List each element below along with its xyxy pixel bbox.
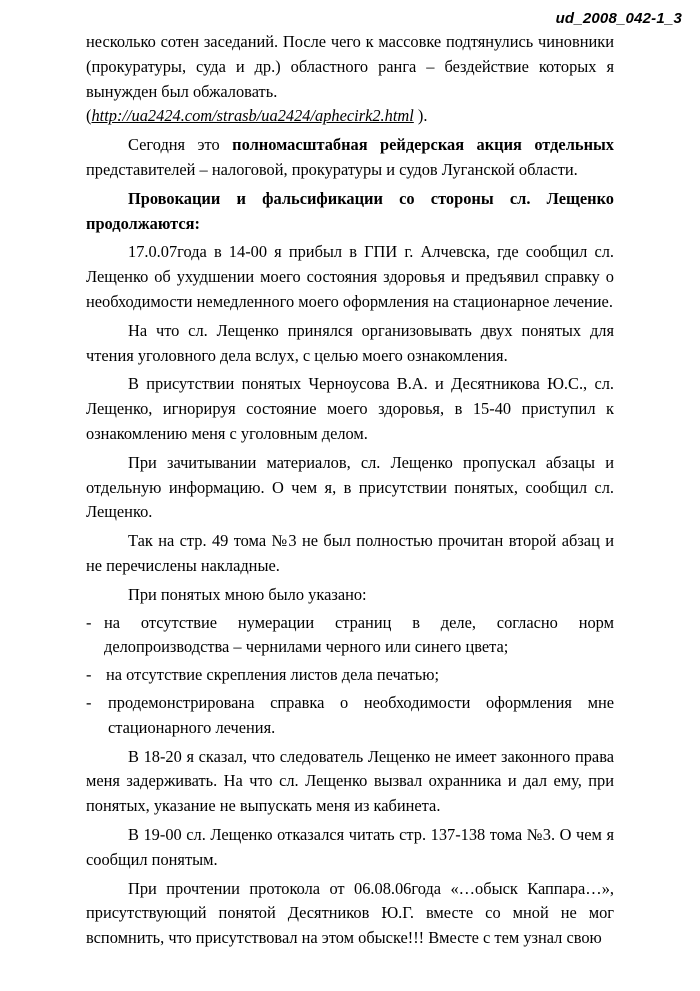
paragraph-2-start: Сегодня это [128,135,233,155]
source-link-line [86,104,614,129]
list-item [86,691,614,741]
link-close-paren: ). [413,106,428,126]
list-dash: - [86,612,92,632]
list-item-text: на отсутствие скрепления листов дела печатью; [106,665,440,685]
paragraph-1: несколько сотен заседаний. После чего к массовке подтянулись чиновники (прокуратуры, суда и др.) областного ранга – бездействие которых я вынужден был обжаловать. [86,32,614,101]
paragraph-10: В 18-20 я сказал, что следователь Лещенко не имеет законного права меня задерживать. На что сл. Лещенко вызвал охранника и дал ему, при понятых, указание не выпускать меня из кабинета. [86,746,614,816]
list-dash: - [86,665,92,685]
paragraph-12: При прочтении протокола от 06.08.06года «…обыск Каппара…», присутствующий понятой Десятников Ю.Г. вместе со мной не мог вспомнить, что присутствовал на этом обыске!!! Вместе с тем узнал свою [86,878,614,948]
source-link[interactable]: http://ua2424.com/strasb/ua2424/aphecirk2.html [91,106,414,126]
document-id: ud_2008_042-1_3 [555,10,682,27]
paragraph-6: В присутствии понятых Черноусова В.А. и Десятникова Ю.С., сл. Лещенко, игнорируя состояние моего здоровья, в 15-40 приступил к ознакомлению меня с уголовным делом. [86,374,614,443]
paragraph-3-heading: Провокации и фальсификации со стороны сл. Лещенко продолжаются: [86,188,614,233]
list-item-text: продемонстрирована справка о необходимости оформления мне стационарного лечения. [108,692,614,737]
paragraph-4: 17.0.07года в 14-00 я прибыл в ГПИ г. Алчевска, где сообщил сл. Лещенко об ухудшении моего состояния здоровья и предъявил справку о необходимости немедленного моего оформления на стационарное лечение. [86,242,614,311]
paragraph-2-end: представителей – налоговой, прокуратуры и судов Луганской области. [86,159,578,179]
list-item [86,663,614,688]
paragraph-2-bold: полномасштабная рейдерская акция отдельных [232,135,615,155]
paragraph-9: При понятых мною было указано: [128,584,367,604]
paragraph-8: Так на стр. 49 тома №3 не был полностью прочитан второй абзац и не перечислены накладные. [86,531,614,575]
list-item-text: на отсутствие нумерации страниц в деле, согласно норм делопроизводства – чернилами черного или синего цвета; [104,612,614,657]
list-item [86,611,614,661]
link-open-paren: ( [86,106,92,126]
paragraph-2 [86,133,614,183]
list-dash: - [86,692,92,712]
paragraph-7: При зачитывании материалов, сл. Лещенко пропускал абзацы и отдельную информацию. О чем я, в присутствии понятых, сообщил сл. Лещенко. [86,452,614,522]
document-page [86,30,614,951]
paragraph-11: В 19-00 сл. Лещенко отказался читать стр. 137-138 тома №3. О чем я сообщил понятым. [86,824,614,869]
paragraph-5: На что сл. Лещенко принялся организовывать двух понятых для чтения уголовного дела вслух, с целью моего ознакомления. [86,320,614,365]
